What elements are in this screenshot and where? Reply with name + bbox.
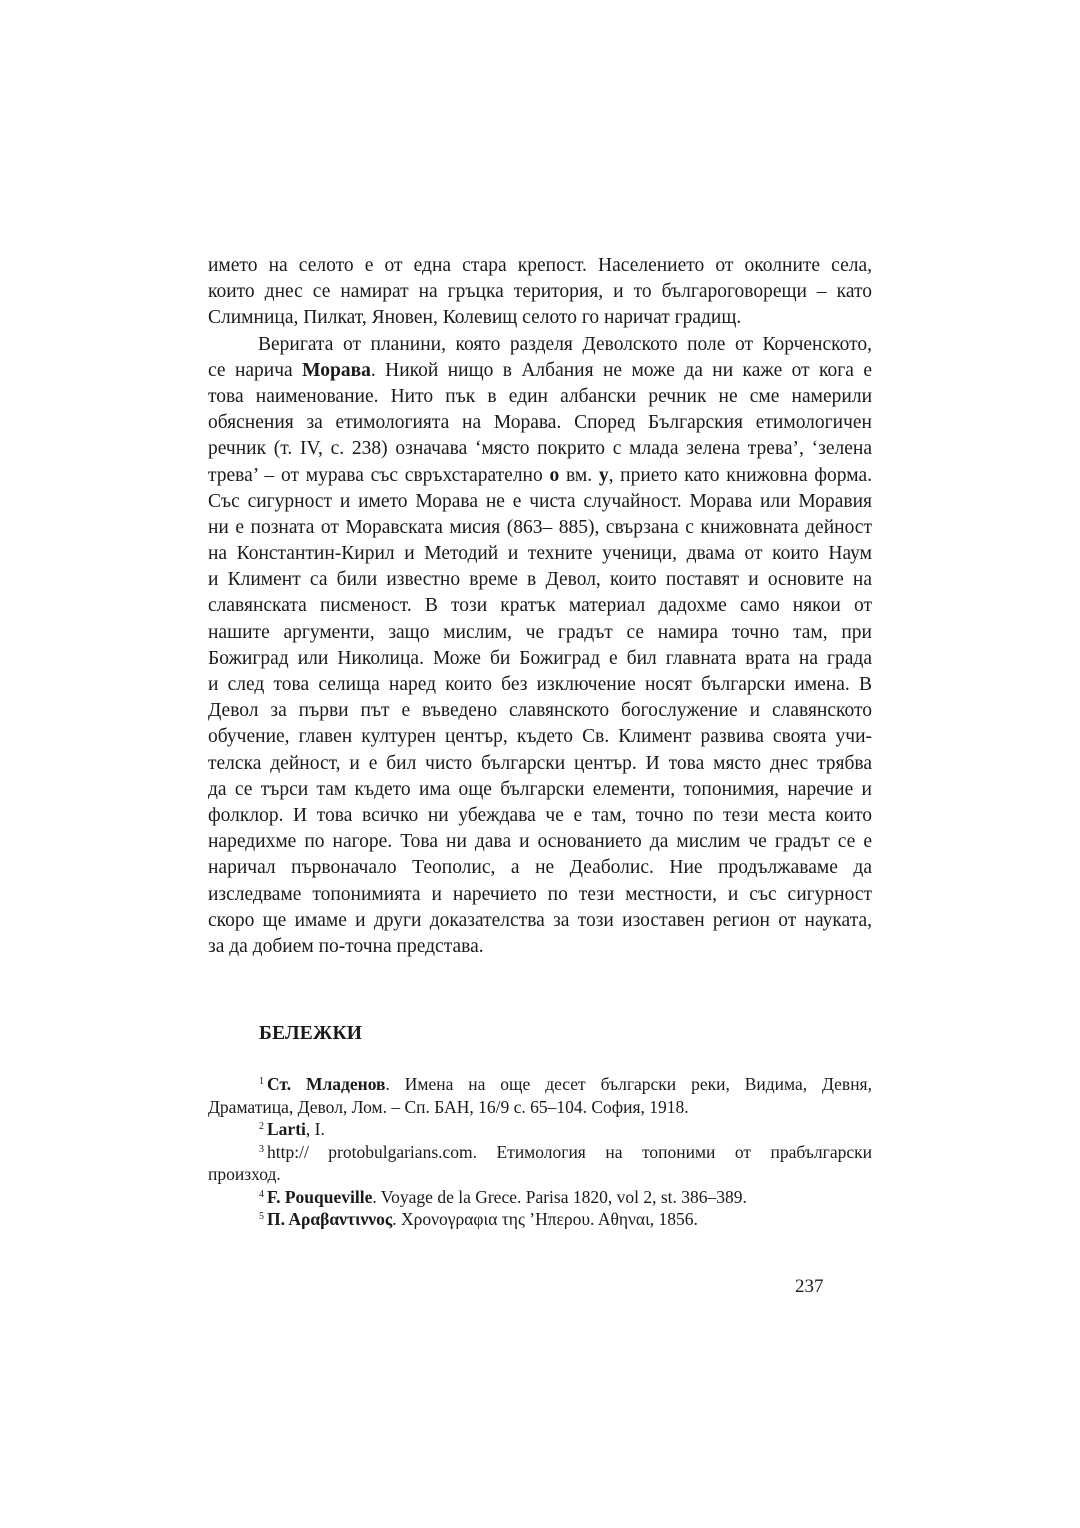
body-line: фолклор. И това всичко ни убеждава че е там, точно по тези места които xyxy=(208,804,872,826)
footnote-marker: 2 xyxy=(259,1121,264,1132)
body-line: телска дейност, и е бил чисто български център. И това място днес трябва xyxy=(208,752,872,774)
text-run: трева’ – от мурава със свръхстарателно xyxy=(208,464,550,486)
footnote-text: . Имена на още десет български реки, Видима, Девня, xyxy=(385,1074,872,1094)
footnote-text: . Voyage de la Grece. Parisa 1820, vol 2, st. 386–389. xyxy=(372,1186,747,1207)
body-line xyxy=(208,358,872,384)
text-run: , прието като книжовна форма. xyxy=(608,464,872,486)
body-line: Девол за първи път е въведено славянското богослужение и славянското xyxy=(208,700,872,722)
body-line xyxy=(208,463,872,489)
footnotes xyxy=(208,1073,872,1231)
footnote-marker: 3 xyxy=(259,1143,264,1155)
footnote-author: F. Pouqueville xyxy=(267,1186,373,1207)
footnote-author: Π. Αραβαντιννος xyxy=(267,1209,393,1229)
bold-letter: у xyxy=(598,464,609,486)
body-line: Със сигурност и името Морава не е чиста случайност. Морава или Моравия xyxy=(208,490,872,512)
footnote-1-continued: Драматица, Девол, Лом. – Сп. БАН, 16/9 с. 65–104. София, 1918. xyxy=(208,1096,689,1117)
body-line: това наименование. Нито пък в един албански речник не сме намерили xyxy=(208,385,872,407)
body-line: и след това селища наред които без изключение носят български имена. В xyxy=(208,674,872,695)
body-line: славянската писменост. В този кратък материал дадохме само някои от xyxy=(208,595,872,617)
footnote-text: , I. xyxy=(305,1119,325,1139)
footnote-text: . Χρονογραφια της ’Ηπερου. Αθηναι, 1856. xyxy=(392,1209,698,1229)
footnote-1 xyxy=(208,1073,872,1096)
body-line: името на селото е от една стара крепост. Населението от околните села, xyxy=(208,255,872,276)
body-line: обяснения за етимологията на Морава. Според Българския етимологичен xyxy=(208,412,872,434)
body-line: да се търси там където има още български елементи, топонимия, наречие и xyxy=(208,778,872,800)
footnote-3 xyxy=(208,1141,872,1164)
footnote-text: http:// protobulgarians.com. Етимология на топоними от прабългарски xyxy=(267,1141,872,1162)
text-run: вм. xyxy=(559,464,599,486)
body-line: наредихме по нагоре. Това ни дава и основанието да мислим че градът се е xyxy=(208,831,872,853)
bold-term: Морава xyxy=(302,359,371,381)
body-line: които днес се намират на гръцка територия, и то българоговорещи – като xyxy=(208,281,872,303)
body-line: изследваме топонимията и наречието по тези местности, и със сигурност xyxy=(208,883,872,905)
footnote-author: Ст. Младенов xyxy=(267,1074,386,1094)
footnote-marker: 1 xyxy=(259,1076,264,1087)
body-line: речник (т. IV, с. 238) означава ‘място покрито с млада зелена трева’, ‘зелена xyxy=(208,438,872,460)
footnote-2 xyxy=(208,1118,872,1141)
body-line: Веригата от планини, която разделя Деволското поле от Корченското, xyxy=(258,333,872,355)
body-line: и Климент са били известно време в Девол, които поставят и основите на xyxy=(208,569,872,591)
body-line: за да добием по-точна представа. xyxy=(208,935,484,957)
body-line: скоро ще имаме и други доказателства за този изоставен регион от науката, xyxy=(208,909,872,931)
footnote-5 xyxy=(208,1208,872,1231)
bold-letter: о xyxy=(549,464,560,486)
footnote-3-continued: произход. xyxy=(208,1164,281,1184)
footnote-4 xyxy=(208,1186,872,1209)
text-run: . Никой нищо в Албания не може да ни каже от кога е xyxy=(370,359,872,381)
body-line: ни е позната от Моравската мисия (863– 885), свързана с книжовната дейност xyxy=(208,516,872,538)
body-line: обучение, главен културен център, където Св. Климент развива своята учи- xyxy=(208,726,872,748)
body-line: Слимница, Пилкат, Яновен, Колевищ селото го наричат градищ. xyxy=(208,307,742,329)
body-line: на Константин-Кирил и Методий и техните ученици, двама от които Наум xyxy=(208,543,872,565)
footnote-author: Larti xyxy=(267,1119,306,1139)
body-line: нашите аргументи, защо мислим, че градът се намира точно там, при xyxy=(208,621,872,643)
text-run: се нарича xyxy=(208,359,303,381)
page-number: 237 xyxy=(795,1276,824,1297)
notes-heading: БЕЛЕЖКИ xyxy=(259,1023,363,1044)
footnote-marker: 4 xyxy=(259,1188,264,1200)
body-text xyxy=(208,253,872,960)
footnote-marker: 5 xyxy=(259,1211,264,1222)
body-line: Божиград или Николица. Може би Божиград е бил главната врата на града xyxy=(208,647,872,669)
body-line: наричал първоначало Теополис, а не Деаболис. Ние продължаваме да xyxy=(208,857,872,879)
